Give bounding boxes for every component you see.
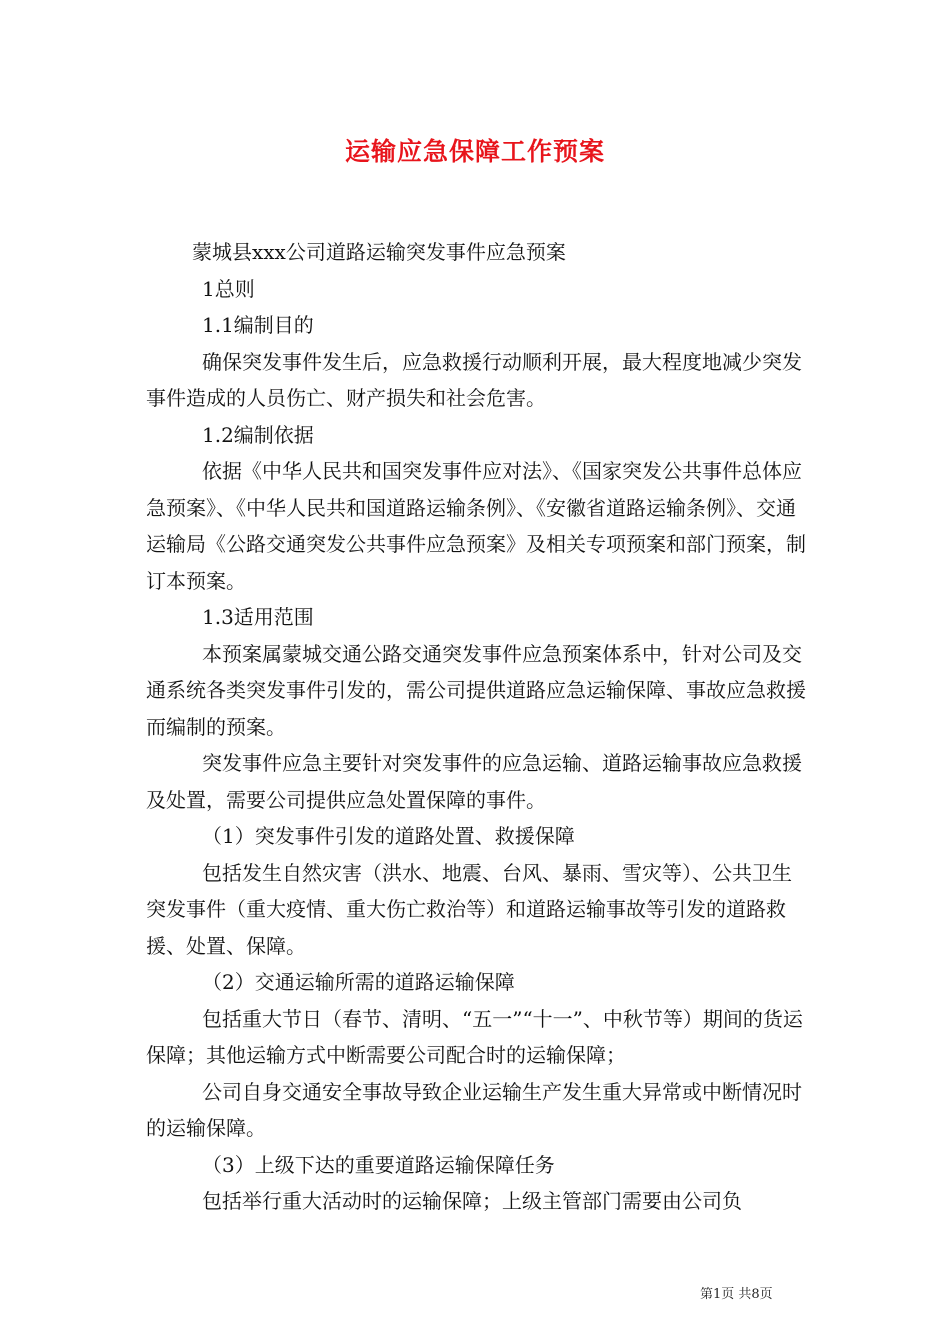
paragraph-scope: 本预案属蒙城交通公路交通突发事件应急预案体系中，针对公司及交通系统各类突发事件引发的，需公司提供道路应急运输保障、事故应急救援而编制的预案。 [146, 641, 806, 739]
document-title: 运输应急保障工作预案 [344, 137, 605, 166]
paragraph-item-2: 包括重大节日（春节、清明、“五一”“十一”、中秋节等）期间的货运保障；其他运输方式中断需要公司配合时的运输保障； [146, 1006, 803, 1067]
paragraph-purpose: 确保突发事件发生后，应急救援行动顺利开展，最大程度地减少突发事件造成的人员伤亡、财产损失和社会危害。 [146, 349, 802, 410]
heading-item-2: （2）交通运输所需的道路运输保障 [202, 970, 515, 994]
paragraph-item-3: 包括举行重大活动时的运输保障；上级主管部门需要由公司负 [202, 1189, 742, 1213]
heading-general: 1总则 [202, 276, 255, 301]
heading-purpose: 1.1编制目的 [202, 313, 314, 337]
document-body [146, 234, 806, 1220]
paragraph-item-1: 包括发生自然灾害（洪水、地震、台风、暴雨、雪灾等）、公共卫生突发事件（重大疫情、重大伤亡救治等）和道路运输事故等引发的道路救援、处置、保障。 [146, 860, 792, 958]
page-number-footer: 第1页 共8页 [700, 1287, 773, 1302]
heading-scope: 1.3适用范围 [202, 605, 314, 629]
heading-item-1: （1）突发事件引发的道路处置、救援保障 [202, 824, 575, 848]
paragraph-item-2-detail: 公司自身交通安全事故导致企业运输生产发生重大异常或中断情况时的运输保障。 [146, 1079, 802, 1140]
heading-item-3: （3）上级下达的重要道路运输保障任务 [202, 1152, 555, 1177]
heading-basis: 1.2编制依据 [202, 422, 314, 447]
paragraph-basis: 依据《中华人民共和国突发事件应对法》、《国家突发公共事件总体应急预案》、《中华人民共和国道路运输条例》、《安徽省道路运输条例》、交通运输局《公路交通突发公共事件应急预案》及相关专项预案和部门预案，制订本预案。 [146, 459, 806, 593]
paragraph-subtitle: 蒙城县xxx公司道路运输突发事件应急预案 [192, 240, 566, 264]
paragraph-scope-detail: 突发事件应急主要针对突发事件的应急运输、道路运输事故应急救援及处置，需要公司提供应急处置保障的事件。 [146, 751, 802, 812]
